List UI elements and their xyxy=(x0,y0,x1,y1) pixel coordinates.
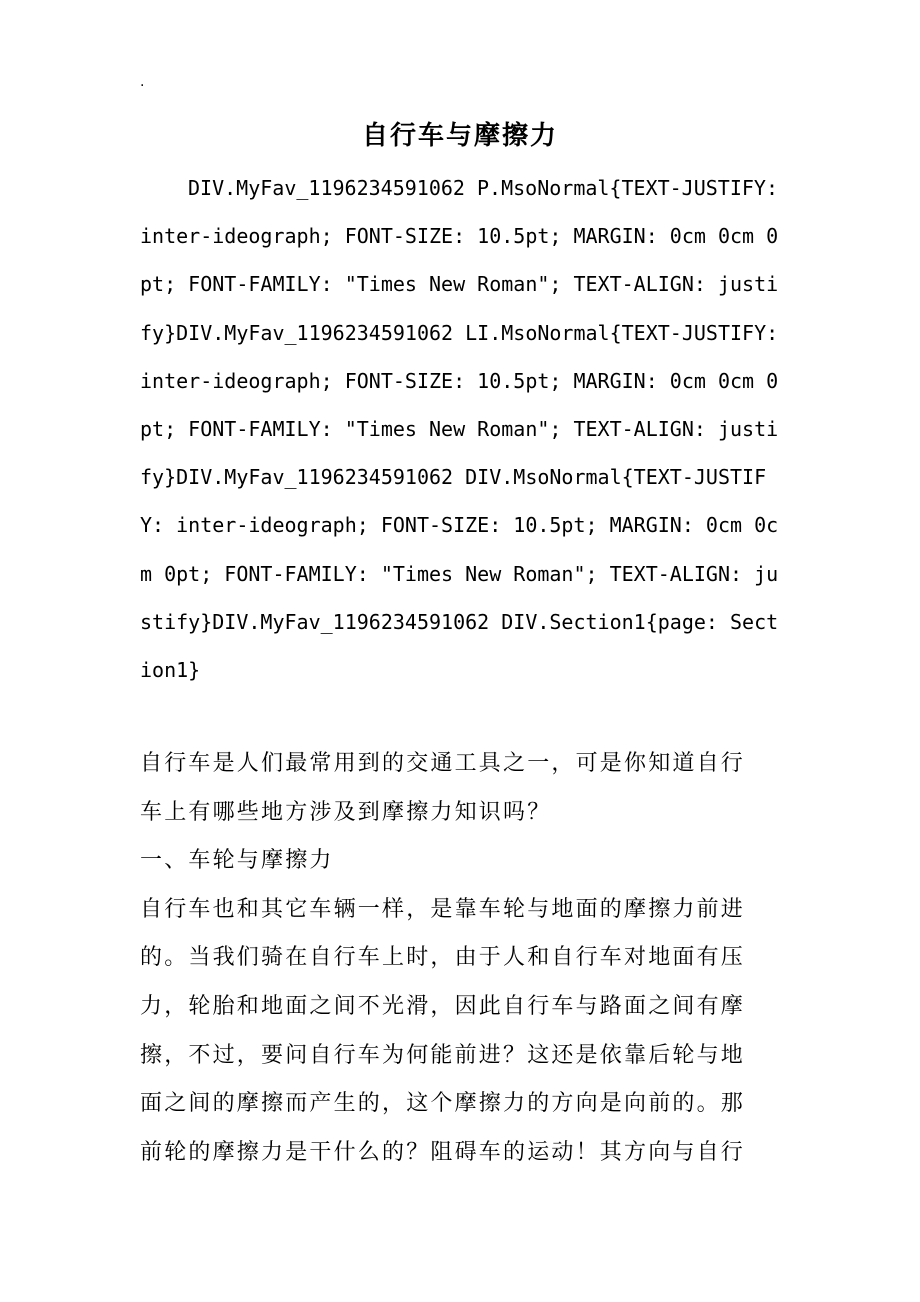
section-paragraph: 自行车也和其它车辆一样，是靠车轮与地面的摩擦力前进的。当我们骑在自行车上时，由于人和自行车对地面有压力，轮胎和地面之间不光滑，因此自行车与路面之间有摩擦，不过，要问自行车为何能前进？这还是依靠后轮与地面之间的摩擦而产生的，这个摩擦力的方向是向前的。那前轮的摩擦力是干什么的？阻碍车的运动！其方向与自行 xyxy=(140,896,746,1165)
section-heading: 一、车轮与摩擦力 xyxy=(140,848,334,874)
document-title: 自行车与摩擦力 xyxy=(361,121,558,151)
page-marker-dot: . xyxy=(140,74,145,90)
document-body xyxy=(140,740,768,1177)
intro-paragraph: 自行车是人们最常用到的交通工具之一，可是你知道自行车上有哪些地方涉及到摩擦力知识吗？ xyxy=(140,751,746,825)
css-style-text: DIV.MyFav_1196234591062 P.MsoNormal{TEXT-JUSTIFY: inter-ideograph; FONT-SIZE: 10.5pt; MARGIN: 0cm 0cm 0pt; FONT-FAMILY: "Times New Roman"; TEXT-ALIGN: justify}DIV.MyFav_1196234591062 LI.MsoNormal{TEXT-JUSTIFY: inter-ideograph; FONT-SIZE: 10.5pt; MARGIN: 0cm 0cm 0pt; FONT-FAMILY: "Times New Roman"; TEXT-ALIGN: justify}DIV.MyFav_1196234591062 DIV.MsoNormal{TEXT-JUSTIFY: inter-ideograph; FONT-SIZE: 10.5pt; MARGIN: 0cm 0cm 0pt; FONT-FAMILY: "Times New Roman"; TEXT-ALIGN: justify}DIV.MyFav_1196234591062 DIV.Section1{page: Section1} xyxy=(140,176,779,683)
